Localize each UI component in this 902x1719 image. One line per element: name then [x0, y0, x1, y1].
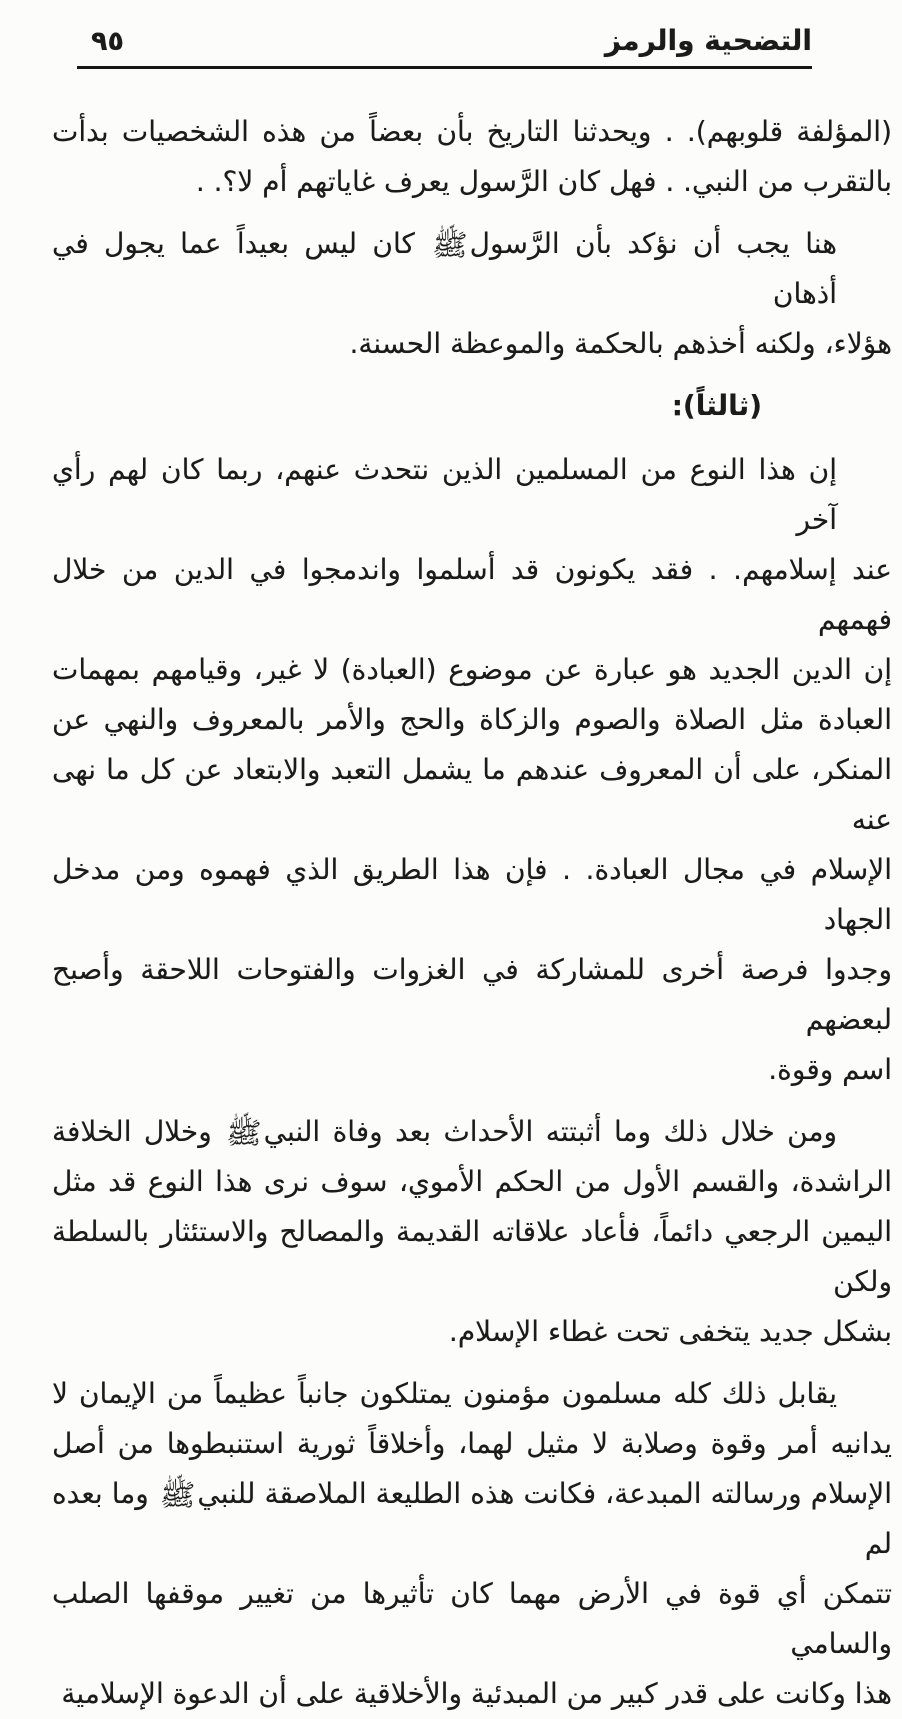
page-header: [77, 24, 812, 59]
pbuh-ligature-icon: ﷺ: [226, 1116, 262, 1150]
text-line: عند إسلامهم. . فقد يكونون قد أسلموا واندمجوا في الدين من خلال فهمهم: [52, 553, 892, 636]
text-line: بالتقرب من النبي. . فهل كان الرَّسول يعرف غاياتهم أم لا؟. .: [195, 165, 892, 198]
text-line: ومن خلال ذلك وما أثبتته الأحداث بعد وفاة النبيﷺ وخلال الخلافة: [52, 1115, 838, 1150]
pbuh-ligature-icon: ﷺ: [159, 1478, 196, 1512]
text-line: إن الدين الجديد هو عبارة عن موضوع (العبادة) لا غير، وقيامهم بمهمات: [52, 653, 892, 686]
paragraph: [52, 1369, 892, 1719]
page-body: [0, 69, 902, 1719]
text-line: بشكل جديد يتخفى تحت غطاء الإسلام.: [448, 1315, 892, 1348]
text-line: (ثالثاً):: [671, 389, 762, 422]
text-line: يقابل ذلك كله مسلمون مؤمنون يمتلكون جانباً عظيماً من الإيمان لا: [52, 1377, 837, 1410]
paragraph: [52, 107, 892, 207]
paragraph: [52, 219, 892, 369]
text-line: هنا يجب أن نؤكد بأن الرَّسولﷺ كان ليس بعيداً عما يجول في أذهان: [52, 227, 837, 310]
text-line: (المؤلفة قلوبهم). . ويحدثنا التاريخ بأن بعضاً من هذه الشخصيات بدأت: [52, 115, 892, 148]
text-line: هؤلاء، ولكنه أخذهم بالحكمة والموعظة الحسنة.: [349, 327, 892, 360]
text-line: يدانيه أمر وقوة وصلابة لا مثيل لهما، وأخلاقاً ثورية استنبطوها من أصل: [52, 1427, 892, 1460]
paragraph: [52, 1107, 892, 1357]
text-line: تتمكن أي قوة في الأرض مهما كان تأثيرها من تغيير موقفها الصلب والسامي: [52, 1577, 892, 1660]
text-line: العبادة مثل الصلاة والصوم والزكاة والحج والأمر بالمعروف والنهي عن: [52, 703, 892, 736]
text-line: اليمين الرجعي دائماً، فأعاد علاقاته القديمة والمصالح والاستئثار بالسلطة ولكن: [52, 1215, 892, 1298]
running-title: التضحية والرمز: [604, 24, 812, 57]
pbuh-ligature-icon: ﷺ: [432, 228, 468, 262]
text-line: الإسلام في مجال العبادة. . فإن هذا الطريق الذي فهموه ومن مدخل الجهاد: [52, 853, 892, 936]
page-number: ٩٥: [91, 26, 124, 57]
text-line: هذا وكانت على قدر كبير من المبدئية والأخلاقية على أن الدعوة الإسلامية: [61, 1677, 892, 1710]
paragraph: [52, 445, 892, 1095]
text-line: وجدوا فرصة أخرى للمشاركة في الغزوات والفتوحات اللاحقة وأصبح لبعضهم: [52, 953, 892, 1036]
text-line: إن هذا النوع من المسلمين الذين نتحدث عنهم، ربما كان لهم رأي آخر: [52, 453, 837, 536]
text-line: الإسلام ورسالته المبدعة، فكانت هذه الطليعة الملاصقة للنبيﷺ وما بعده لم: [52, 1477, 892, 1560]
section-heading: [52, 381, 892, 431]
text-line: اسم وقوة.: [768, 1053, 892, 1086]
text-line: المنكر، على أن المعروف عندهم ما يشمل التعبد والابتعاد عن كل ما نهى عنه: [52, 753, 892, 836]
text-line: الراشدة، والقسم الأول من الحكم الأموي، سوف نرى هذا النوع قد مثل: [52, 1165, 892, 1198]
